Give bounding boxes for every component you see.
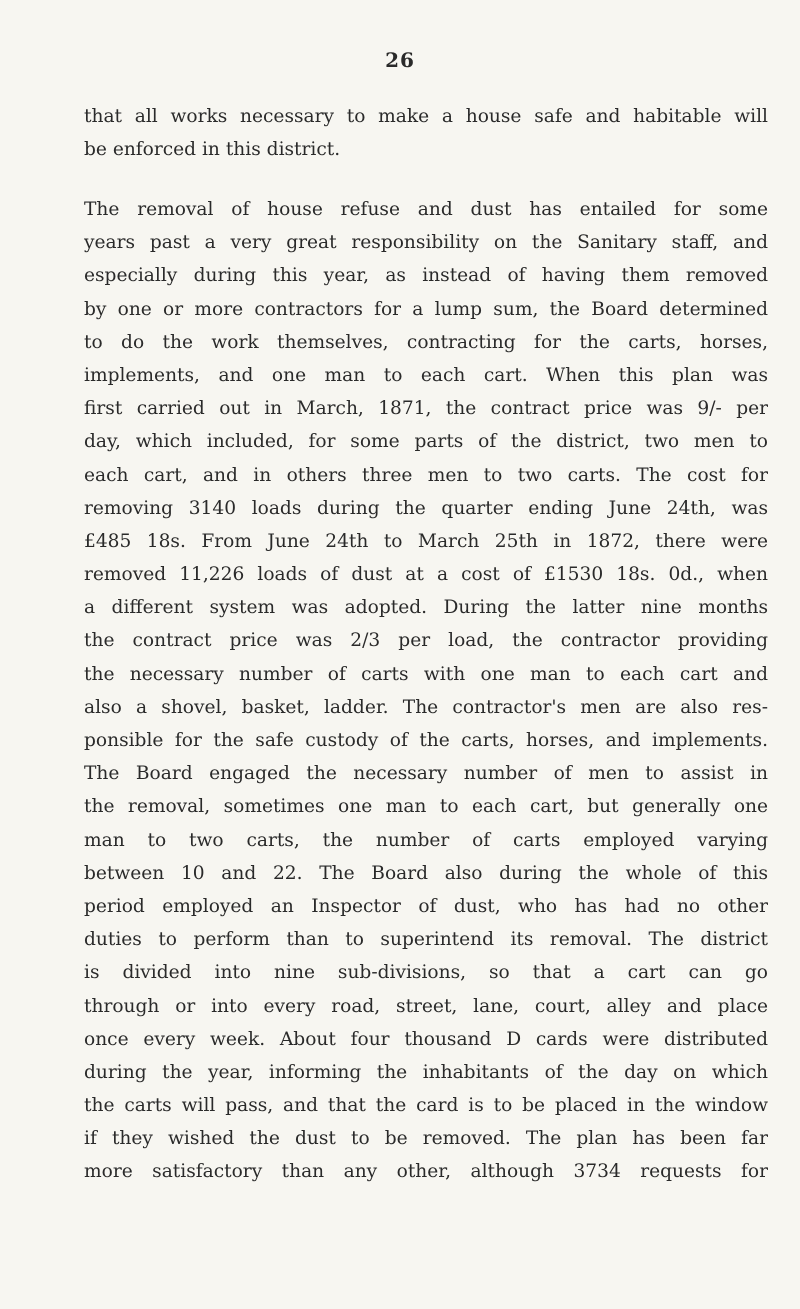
text-line: period employed an Inspector of dust, who has had no other [84, 895, 768, 917]
text-line: through or into every road, street, lane, court, alley and place [84, 995, 768, 1017]
text-line: also a shovel, basket, ladder. The contractor's men are also res- [84, 696, 768, 718]
text-line: years past a very great responsibility on the Sanitary staff, and [84, 232, 768, 254]
text-line: The removal of house refuse and dust has entailed for some [84, 199, 768, 220]
text-line: be enforced in this district. [84, 139, 341, 161]
text-line: the removal, sometimes one man to each cart, but generally one [84, 796, 768, 818]
text-line: first carried out in March, 1871, the contract price was 9/- per [84, 398, 768, 420]
text-line: duties to perform than to superintend its removal. The district [84, 929, 768, 951]
paragraph-refuse-removal [84, 193, 768, 1189]
text-line: The Board engaged the necessary number of men to assist in [84, 763, 768, 785]
text-line: ponsible for the safe custody of the carts, horses, and implements. [84, 730, 768, 751]
text-line: £485 18s. From June 24th to March 25th in 1872, there were [84, 530, 768, 552]
text-line: removing 3140 loads during the quarter ending June 24th, was [84, 497, 768, 519]
text-line: implements, and one man to each cart. When this plan was [84, 364, 768, 386]
text-line: man to two carts, the number of carts employed varying [84, 829, 768, 851]
text-line: that all works necessary to make a house safe and habitable will [84, 106, 768, 127]
text-line: between 10 and 22. The Board also during the whole of this [84, 862, 768, 884]
text-line: is divided into nine sub-divisions, so that a cart can go [84, 962, 768, 984]
text-line: day, which included, for some parts of the district, two men to [84, 431, 768, 453]
text-line: each cart, and in others three men to two carts. The cost for [84, 464, 768, 486]
text-line: the carts will pass, and that the card is to be placed in the window [84, 1095, 768, 1117]
text-line: by one or more contractors for a lump sum, the Board determined [84, 298, 768, 320]
text-line: the contract price was 2/3 per load, the contractor providing [84, 630, 768, 652]
text-line: removed 11,226 loads of dust at a cost of £1530 18s. 0d., when [84, 564, 768, 586]
text-line: the necessary number of carts with one man to each cart and [84, 663, 768, 685]
paragraph-continuation [84, 100, 768, 166]
page-number: 26 [385, 48, 415, 72]
text-line: a different system was adopted. During the latter nine months [84, 597, 768, 619]
text-line: more satisfactory than any other, although 3734 requests for [84, 1161, 768, 1183]
text-line: once every week. About four thousand D cards were distributed [84, 1028, 768, 1050]
text-line: to do the work themselves, contracting for the carts, horses, [84, 331, 768, 353]
text-line: especially during this year, as instead of having them removed [84, 265, 768, 287]
text-line: if they wished the dust to be removed. The plan has been far [84, 1128, 768, 1150]
text-line: during the year, informing the inhabitants of the day on which [84, 1061, 768, 1083]
